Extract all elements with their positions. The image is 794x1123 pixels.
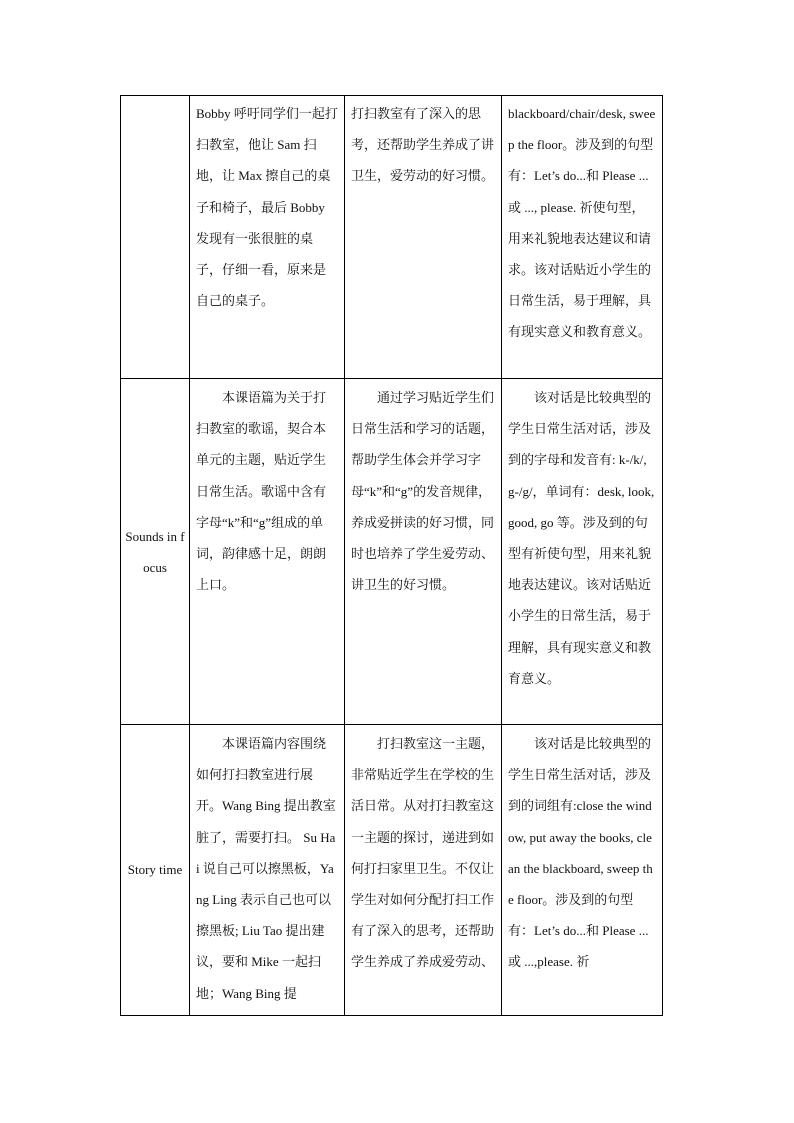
table-row: [121, 725, 663, 1016]
table-row: [121, 379, 663, 725]
lesson-analysis-table: [120, 95, 663, 1016]
section-label-cell: [121, 725, 190, 1016]
content-cell: [190, 96, 345, 379]
analysis-text: 该对话是比较典型的学生日常生活对话，涉及到的字母和发音有: k-/k/, g-/g/，单词有：desk, look, good, go 等。涉及到的句型有祈使句型，用来礼貌地表达建议。该对话贴近小学生的日常生活，易于理解，具有现实意义和教育意义。: [508, 390, 655, 686]
content-cell: [190, 725, 345, 1016]
analysis-cell: [502, 379, 663, 725]
content-cell: [190, 379, 345, 725]
significance-cell: [345, 725, 502, 1016]
analysis-cell: [502, 725, 663, 1016]
analysis-cell: [502, 96, 663, 379]
table-row: [121, 96, 663, 379]
analysis-text: 该对话是比较典型的学生日常生活对话，涉及到的词组有:close the window, put away the books, clean the blackboard, sweep the floor。涉及到的句型有：Let’s do...和 Please ...或 ...,please. 祈: [508, 736, 653, 970]
content-text: 本课语篇为关于打扫教室的歌谣，契合本单元的主题，贴近学生日常生活。歌谣中含有字母“k”和“g”组成的单词，韵律感十足，朗朗上口。: [196, 390, 327, 593]
section-label: Sounds in focus: [125, 528, 185, 575]
significance-cell: [345, 379, 502, 725]
significance-text: 打扫教室这一主题，非常贴近学生在学校的生活日常。从对打扫教室这一主题的探讨，递进到如何打扫家里卫生。不仅让学生对如何分配打扫工作有了深入的思考，还帮助学生养成了养成爱劳动、: [351, 736, 495, 970]
significance-text: 打扫教室有了深入的思考，还帮助学生养成了讲卫生，爱劳动的好习惯。: [351, 106, 495, 184]
content-text: Bobby 呼吁同学们一起打扫教室，他让 Sam 扫地，让 Max 擦自己的桌子和椅子，最后 Bobby 发现有一张很脏的桌子，仔细一看，原来是自己的桌子。: [196, 106, 338, 309]
analysis-text: blackboard/chair/desk, sweep the floor。涉及到的句型有：Let’s do...和 Please ...或 ..., please. 祈使句型，用来礼貌地表达建议和请求。该对话贴近小学生的日常生活，易于理解，具有现实意义和教育意义。: [508, 106, 656, 340]
section-label: Story time: [127, 862, 183, 878]
content-text: 本课语篇内容围绕如何打扫教室进行展开。Wang Bing 提出教室脏了，需要打扫。 Su Hai 说自己可以擦黑板，Yang Ling 表示自己也可以擦黑板; Liu Tao 提出建议，要和 Mike 一起扫地；Wang Bing 提: [196, 736, 336, 1001]
significance-text: 通过学习贴近学生们日常生活和学习的话题，帮助学生体会并学习字母“k”和“g”的发音规律，养成爱拼读的好习惯，同时也培养了学生爱劳动、讲卫生的好习惯。: [351, 390, 495, 593]
section-label-cell: [121, 96, 190, 379]
section-label-cell: [121, 379, 190, 725]
significance-cell: [345, 96, 502, 379]
